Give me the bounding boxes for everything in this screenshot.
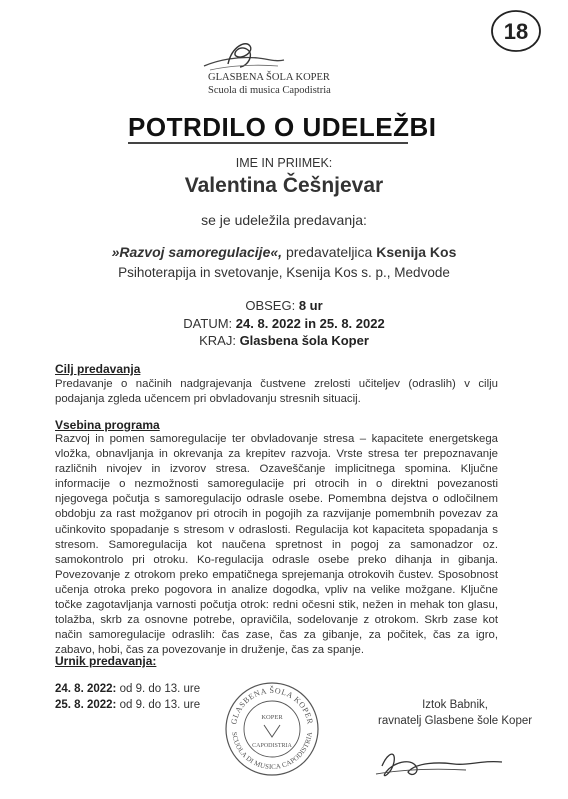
lecture-title: »Razvoj samoregulacije«, — [111, 244, 283, 260]
signatory-role: ravnatelj Glasbene šole Koper — [378, 715, 533, 727]
stamp-emblem-icon — [264, 725, 280, 737]
attended-text: se je udeležila predavanja: — [201, 212, 367, 228]
lecturer-organization: Psihoterapija in svetovanje, Ksenija Kos s. p., Medvode — [118, 265, 450, 280]
schedule-date: 24. 8. 2022: — [55, 683, 117, 695]
content-text: Razvoj in pomen samoregulacije ter obvladovanje stresa – kapacitete energetskega vložka, obnavljanja in okrevanja za krepitev razvoja. Vrste stresa ter prepoznavanje različnih nivojev in izvorov stresa. Ozaveščanje implicitnega spomina. Ključne informacije o nezmožnosti samoregulacije pri otrocih in o direktni povezanosti njegovega počutja s samoregulacijo odrasle osebe. Pomembna dejstva o odločilnem obdobju za rast možganov pri otrocih in pogojih za razvijanje pomembnih povezav za učinkovito spopadanje s stresom v odraslosti. Regulacija kot kapaciteta spopadanja s stresom. Samoregulacija kot naučena spretnost in pogoj za samonadzor oz. samokontrolo pri otroku. Ko-regulacija odrasle osebe preko dihanja in gibanja. Povezovanje z otrokom preko empatičnega sprejemanja otrokovih čustev. Sposobnost učenja otroka preko pogovora in analize dogodka, vpliv na velike možgane. Ključne točke zagotavljanja varnosti počutja otrok: redni očesni stik, nežen in mehak ton glasu, tolažba, skrb za osnovne potrebe, opravičila, sodelovanje z otrokom. Skrb zase kot način samoregulacije odraslih: čas zase, čas za gibanje, za počitek, čas za igro, zabavo, hobi, čas za povezovanje in druženje, čas za spanje. — [55, 433, 498, 657]
school-name-italian: Scuola di musica Capodistria — [208, 85, 331, 96]
schedule-time: od 9. do 13. ure — [119, 699, 201, 711]
stamp-bottom-text: SCUOLA DI MUSICA CAPODISTRIA — [230, 731, 314, 772]
scope-line — [0, 298, 568, 313]
date-value: 24. 8. 2022 in 25. 8. 2022 — [235, 316, 385, 331]
place-label: KRAJ: — [199, 333, 236, 348]
schedule-row — [55, 683, 200, 695]
scope-value: 8 ur — [298, 298, 323, 313]
signatory-name: Iztok Babnik, — [422, 699, 488, 711]
stamp-center-top: KOPER — [261, 714, 283, 721]
date-line — [0, 316, 568, 331]
title-underline — [128, 142, 408, 144]
school-stamp — [224, 681, 320, 777]
content-heading: Vsebina programa — [55, 418, 160, 432]
school-name-block — [208, 71, 331, 97]
page-number: 18 — [503, 19, 529, 44]
place-line — [0, 333, 568, 348]
schedule-row — [55, 699, 200, 711]
document-title: POTRDILO O UDELEŽBI — [128, 112, 437, 142]
goal-heading: Cilj predavanja — [55, 362, 141, 376]
name-label: IME IN PRIIMEK: — [235, 156, 333, 170]
place-value: Glasbena šola Koper — [239, 333, 369, 348]
date-label: DATUM: — [183, 316, 233, 331]
lecturer-label: predavateljica — [285, 244, 373, 260]
signatory-block — [378, 697, 532, 729]
schedule-date: 25. 8. 2022: — [55, 699, 117, 711]
school-name: GLASBENA ŠOLA KOPER — [208, 72, 330, 83]
schedule-heading: Urnik predavanja: — [55, 654, 157, 668]
schedule-time: od 9. do 13. ure — [119, 683, 201, 695]
school-logo-icon — [198, 36, 288, 74]
goal-text: Predavanje o načinih nadgrajevanja čustvene zrelosti učiteljev (odraslih) v cilju podajanja zgleda učencem pri obvladovanju stresnih situacij. — [55, 378, 498, 406]
participant-name: Valentina Češnjevar — [184, 174, 384, 197]
lecturer-name: Ksenija Kos — [376, 244, 457, 260]
stamp-center-bottom: CAPODISTRIA — [252, 743, 292, 749]
scope-label: OBSEG: — [245, 298, 296, 313]
page-number-circle — [488, 8, 544, 54]
stamp-top-text: GLASBENA ŠOLA KOPER — [229, 686, 315, 726]
signature — [370, 744, 520, 788]
lecture-line — [0, 244, 568, 260]
